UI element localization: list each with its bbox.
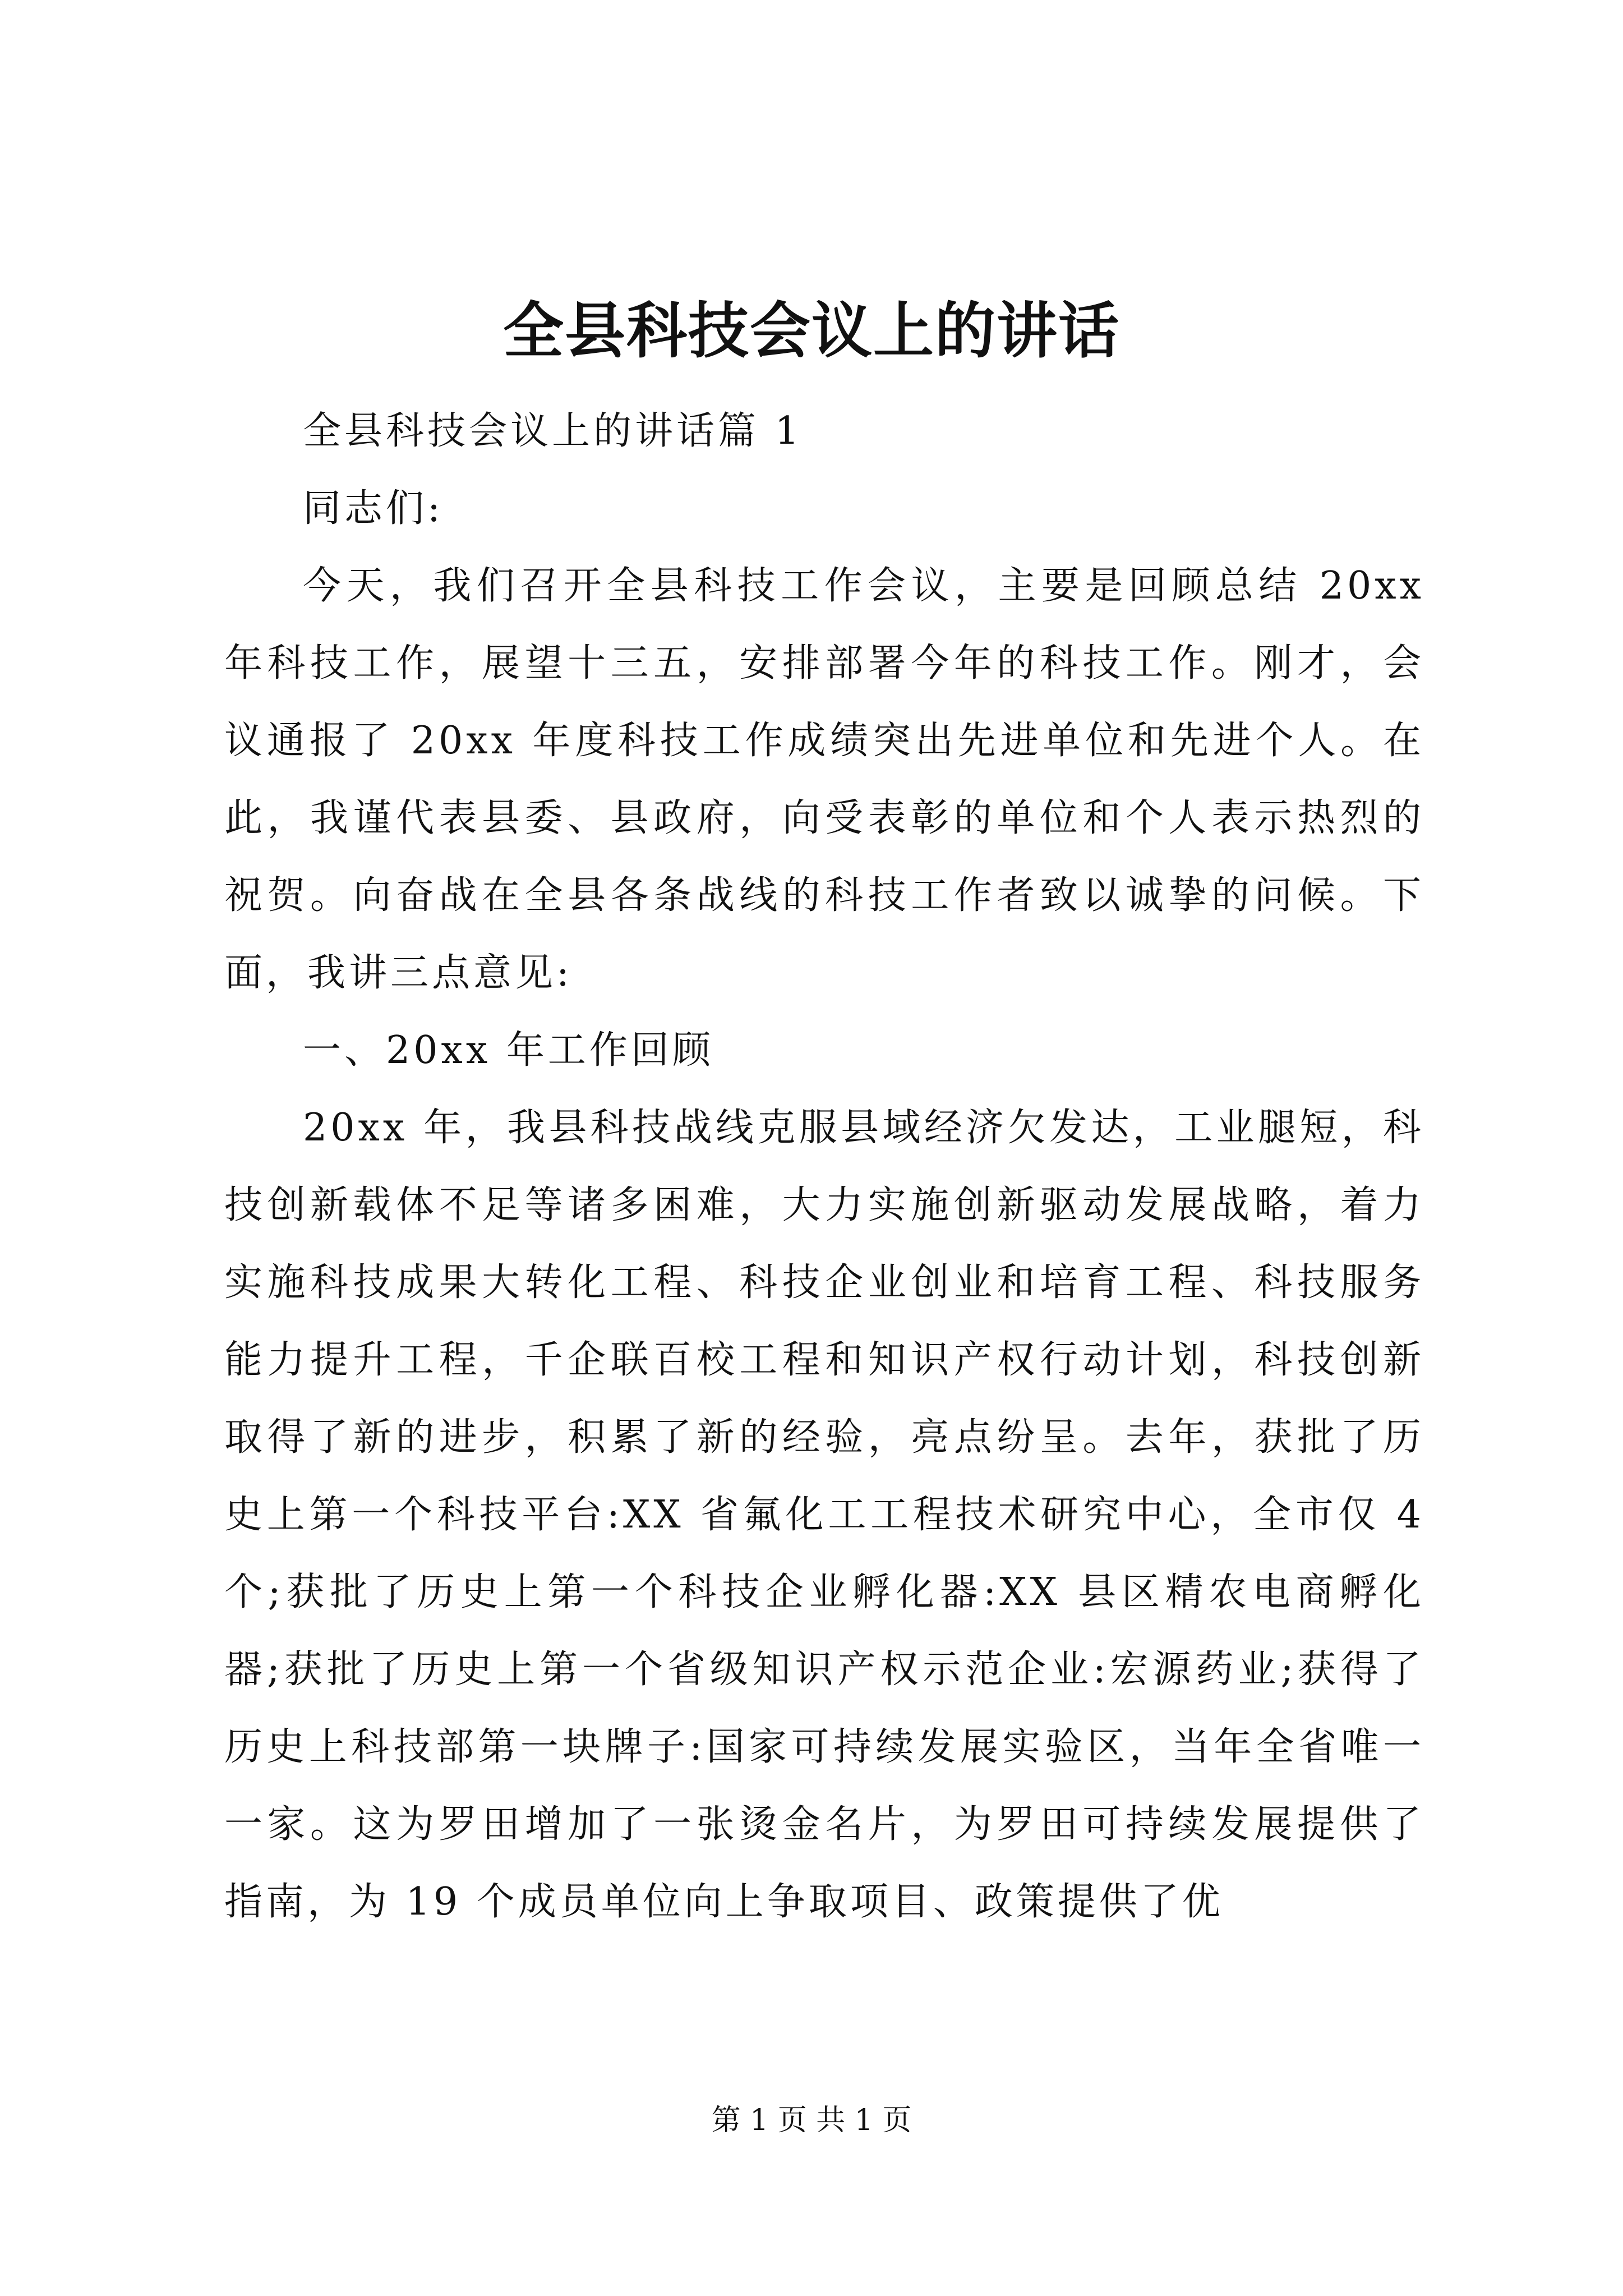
body-paragraph: 今天，我们召开全县科技工作会议，主要是回顾总结 20xx 年科技工作，展望十三五，安排部署今年的科技工作。刚才，会议通报了 20xx 年度科技工作成绩突出先进单位和先进个人。在此，我谨代表县委、县政府，向受表彰的单位和个人表示热烈的祝贺。向奋战在全县各条战线的科技工作者致以诚挚的问候。下面，我讲三点意见: [224,564,1424,995]
section-heading: 全县科技会议上的讲话篇 1 [303,409,803,453]
salutation: 同志们: [303,486,444,531]
document-title: 全县科技会议上的讲话 [502,296,1120,366]
document-body [224,393,1424,1941]
subsection-heading: 一、20xx 年工作回顾 [303,1028,714,1073]
body-paragraph: 20xx 年，我县科技战线克服县域经济欠发达，工业腿短，科技创新载体不足等诸多困难，大力实施创新驱动发展战略，着力实施科技成果大转化工程、科技企业创业和培育工程、科技服务能力提升工程，千企联百校工程和知识产权行动计划，科技创新取得了新的进步，积累了新的经验，亮点纷呈。去年，获批了历史上第一个科技平台:XX 省氟化工工程技术研究中心，全市仅 4 个;获批了历史上第一个科技企业孵化器:XX 县区精农电商孵化器;获批了历史上第一个省级知识产权示范企业:宏源药业;获得了历史上科技部第一块牌子:国家可持续发展实验区，当年全省唯一一家。这为罗田增加了一张烫金名片，为罗田可持续发展提供了指南，为 19 个成员单位向上争取项目、政策提供了优 [224,1106,1424,1924]
page-footer: 第 1 页 共 1 页 [711,2104,912,2137]
